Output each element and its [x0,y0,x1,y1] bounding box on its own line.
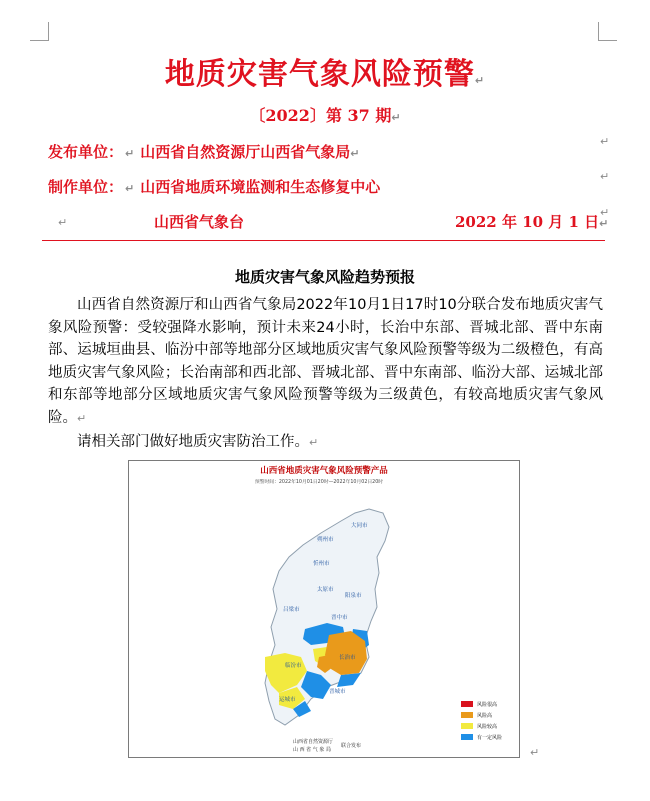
risk-map-graphic [129,461,519,757]
cell-mark-icon: ↵ [600,206,610,219]
issue-date [455,211,608,232]
city-label: 太原市 [317,587,334,593]
city-label: 运城市 [279,697,296,703]
page-corner-mark-top-right [598,22,617,41]
forecast-paragraph-text: 请相关部门做好地质灾害防治工作。 [77,433,309,450]
paragraph-mark-icon: ↵ [58,216,68,229]
issue-number-text: 〔2022〕第 37 期 [249,106,392,125]
document-title [0,49,650,93]
city-label: 晋中市 [331,615,348,621]
forecast-paragraph-text: 山西省自然资源厅和山西省气象局2022年10月1日17时10分联合发布地质灾害气象风险预警：受较强降水影响，预计未来24小时，长治中东部、晋城北部、晋中东南部、运城垣曲县、临汾中部等地部分区域地质灾害气象风险预警等级为二级橙色，有高地质灾害气象风险；长治南部和西北部、晋城北部、晋中东南部、临汾大部、运城北部和东部等地部分区域地质灾害气象风险预警等级为三级黄色，有较高地质灾害气象风险。 [48,297,603,426]
city-label: 吕梁市 [283,607,300,613]
map-footer-joint: 联合发布 [341,743,362,749]
header-divider [42,240,605,241]
office-name: 山西省气象台 [154,213,245,231]
map-subtitle: 预警时间：2022年10月01日20时—2022年10月02日20时 [254,480,384,485]
document-title-text: 地质灾害气象风险预警 [164,57,475,92]
paragraph-mark-icon: ↵ [309,435,319,449]
legend-swatch-very-high [461,701,473,707]
forecast-body [48,294,603,454]
publisher-value: 山西省自然资源厅山西省气象局 [140,143,351,161]
forecast-heading: 地质灾害气象风险趋势预报 [234,268,415,286]
city-label: 阳泉市 [345,593,362,599]
paragraph-mark-icon: ↵ [125,147,135,160]
city-label: 临汾市 [285,663,302,669]
paragraph-mark-icon: ↵ [77,411,87,425]
city-label: 朔州市 [317,537,334,543]
map-footer-line: 山 西 省 气 象 局 [293,747,331,753]
paragraph-mark-icon: ↵ [474,74,486,87]
producer-value: 山西省地质环境监测和生态修复中心 [140,178,381,196]
page-corner-mark-top-left [30,22,49,41]
issue-date-text: 2022 年 10 月 1 日 [455,213,600,231]
producer-label: 制作单位： [48,178,124,196]
publisher-row [48,141,359,162]
forecast-paragraph [48,294,603,431]
city-label: 长治市 [339,655,356,661]
map-title: 山西省地质灾害气象风险预警产品 [260,466,388,476]
paragraph-mark-icon: ↵ [125,182,135,195]
legend-label: 风险很高 [477,702,498,708]
issue-number [0,103,650,126]
legend-label: 风险高 [477,713,493,719]
risk-map-image [128,460,520,758]
city-label: 晋城市 [329,689,346,695]
legend-label: 有一定风险 [477,735,503,741]
paragraph-mark-icon: ↵ [530,746,540,759]
paragraph-mark-icon: ↵ [391,111,401,124]
cell-mark-icon: ↵ [600,170,610,183]
map-footer-line: 山西省自然资源厅 [293,739,334,745]
legend-swatch-high [461,712,473,718]
legend-swatch-relatively-high [461,723,473,729]
publisher-label: 发布单位： [48,143,124,161]
paragraph-mark-icon: ↵ [599,217,609,230]
city-label: 大同市 [351,523,368,529]
city-label: 忻州市 [313,561,330,567]
producer-row [48,176,380,197]
legend-label: 风险较高 [477,724,498,730]
paragraph-mark-icon: ↵ [350,147,360,160]
legend-swatch-some [461,734,473,740]
cell-mark-icon: ↵ [600,135,610,148]
forecast-paragraph [48,431,603,455]
